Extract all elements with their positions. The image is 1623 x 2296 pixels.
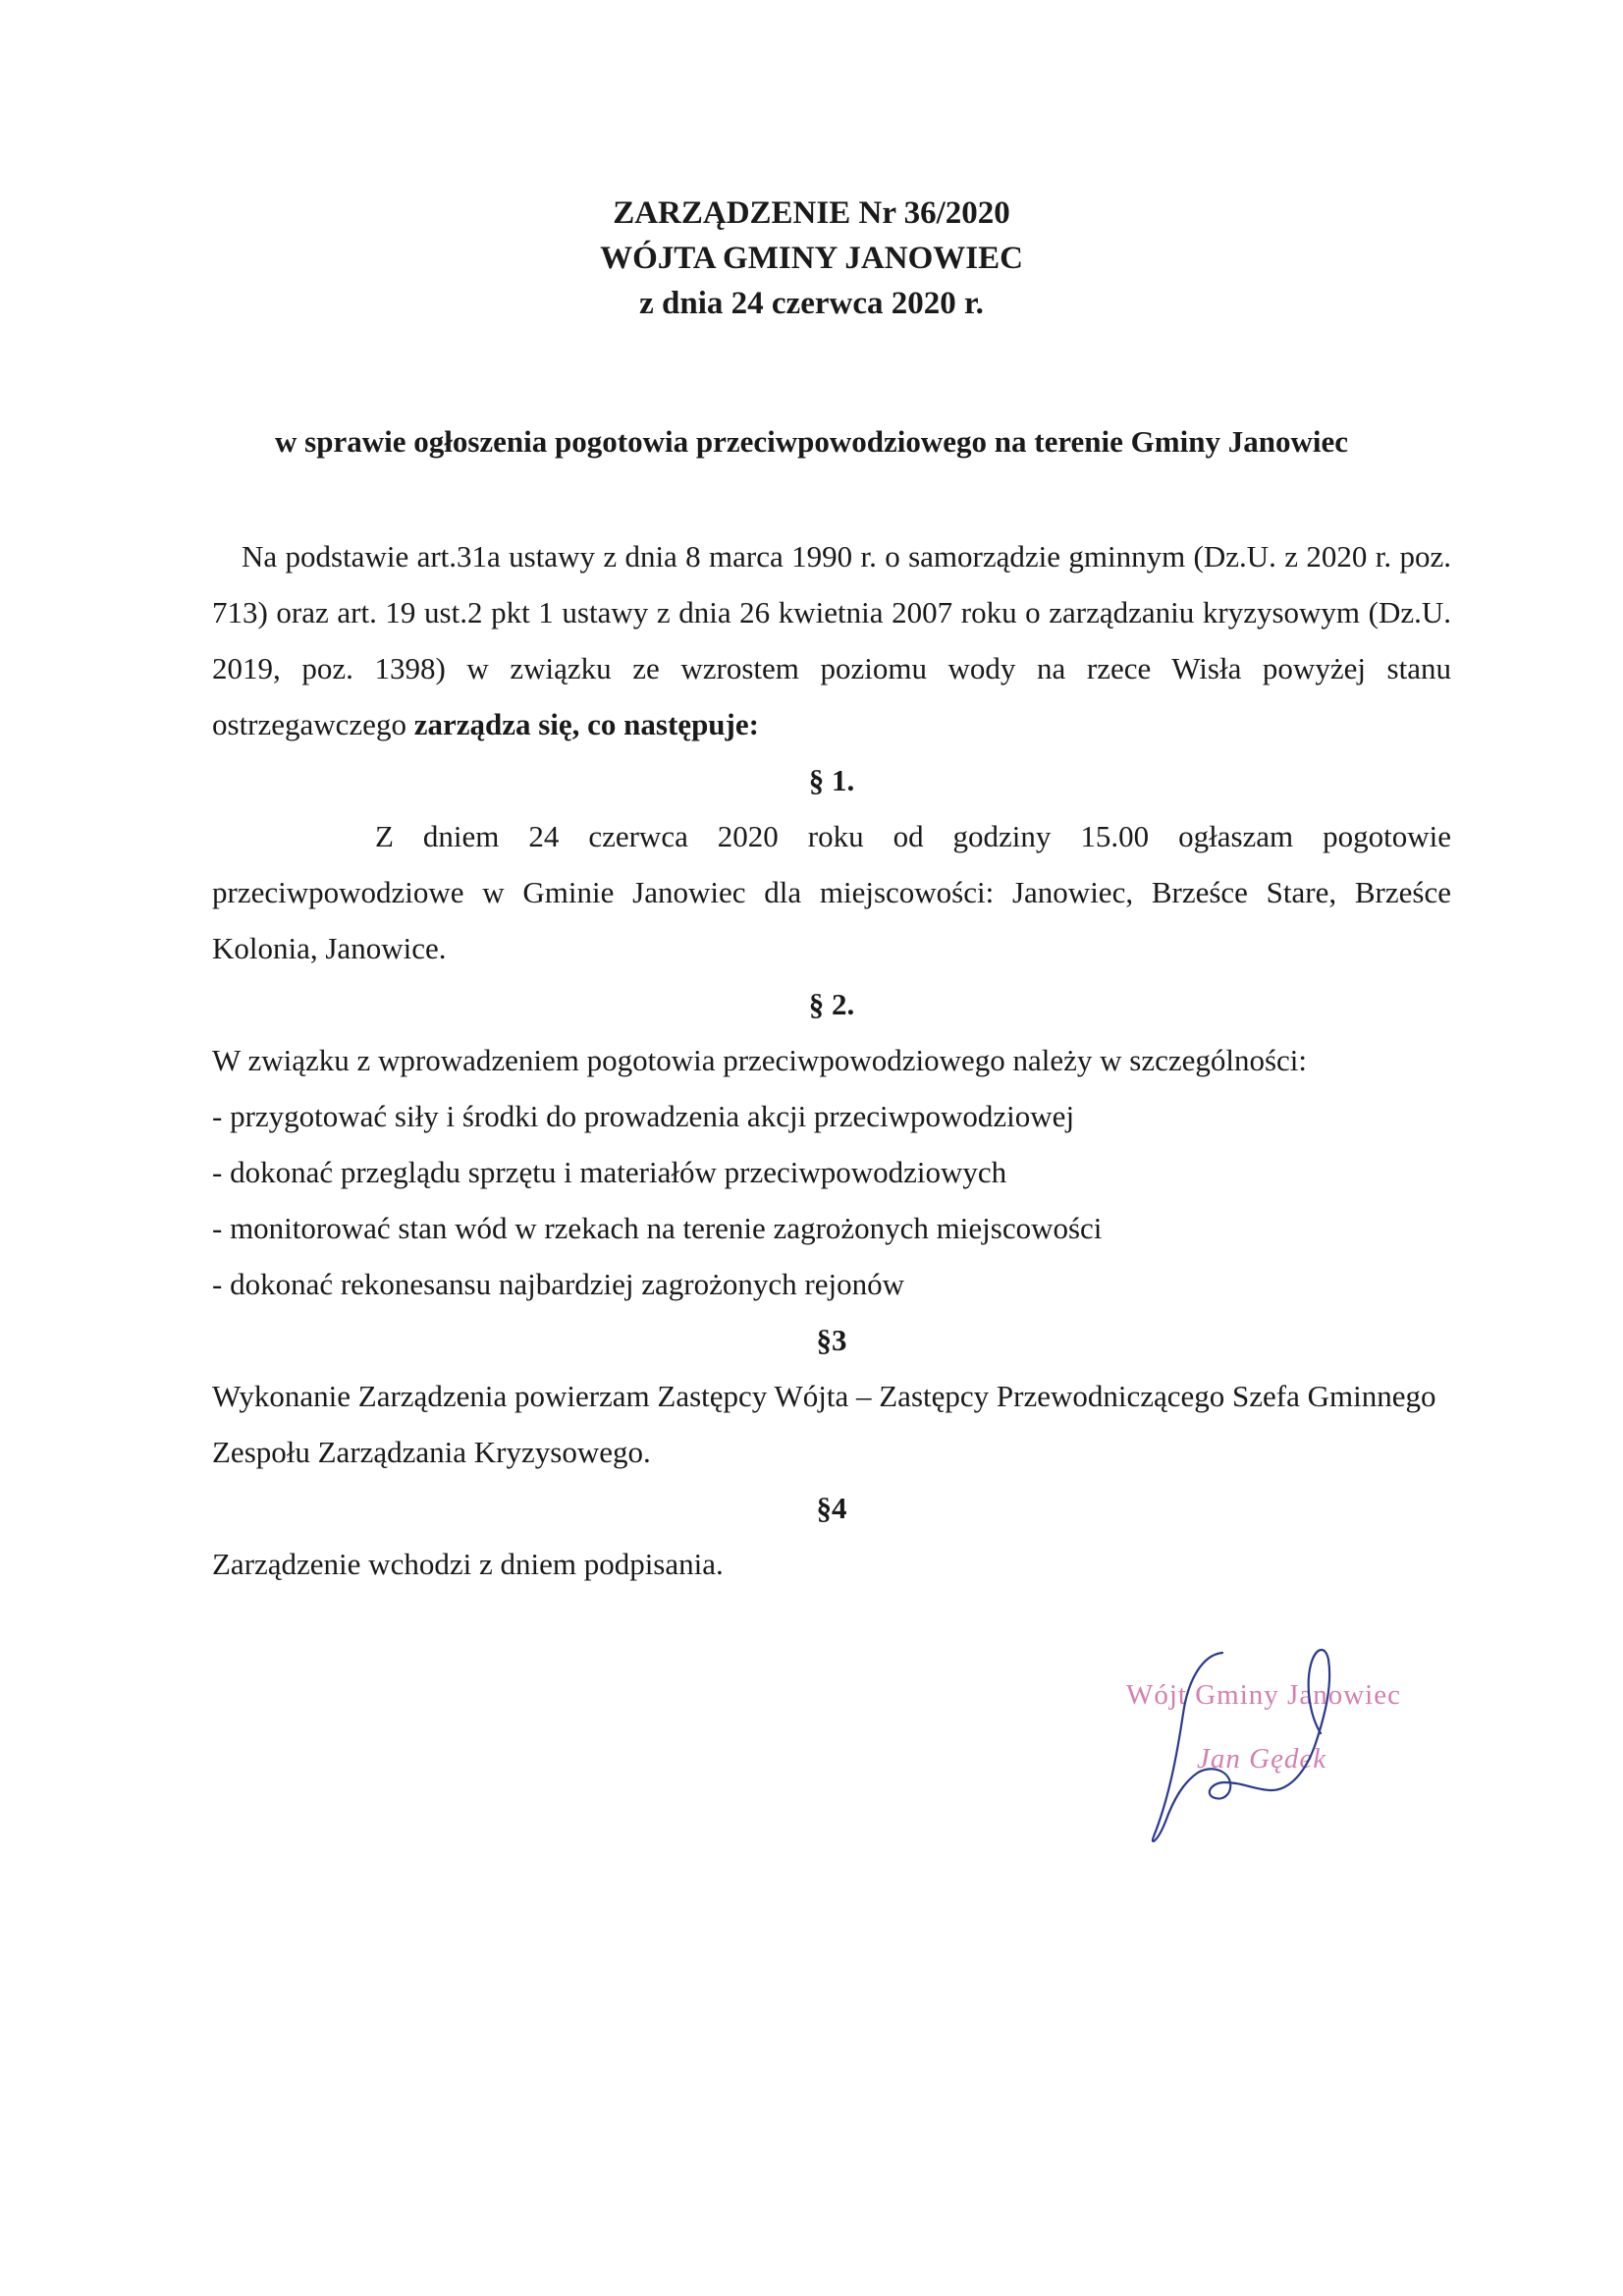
issuing-authority: WÓJTA GMINY JANOWIEC [600,241,1023,276]
ordinance-number: ZARZĄDZENIE Nr 36/2020 [613,195,1010,231]
section-2-intro: W związku z wprowadzeniem pogotowia przeciwpowodziowego należy w szczególności: [212,1043,1308,1077]
list-item: - przygotować siły i środki do prowadzenia akcji przeciwpowodziowej [212,1099,1075,1133]
list-item: - monitorować stan wód w rzekach na terenie zagrożonych miejscowości [212,1211,1103,1245]
section-1-text: Z dniem 24 czerwca 2020 roku od godziny 15.00 ogłaszam pogotowie przeciwpowodziowe w Gminie Janowiec dla miejscowości: Janowiec, Brześce Stare, Brześce Kolonia, Janowice. [212,819,1451,965]
section-4-text: Zarządzenie wchodzi z dniem podpisania. [212,1547,724,1581]
preamble-paragraph [212,528,1451,752]
stamp-title: Wójt Gminy Janowiec [1126,1679,1401,1711]
document-body [212,528,1451,1592]
section-1-heading: § 1. [808,763,855,797]
signature-block [1114,1635,1438,1861]
document-header [0,191,1623,326]
section-2-heading: § 2. [808,987,855,1021]
section-4-heading: §4 [816,1491,847,1525]
issue-date: z dnia 24 czerwca 2020 r. [639,286,984,321]
list-item: - dokonać rekonesansu najbardziej zagrożonych rejonów [212,1267,904,1301]
preamble-text: Na podstawie art.31a ustawy z dnia 8 marca 1990 r. o samorządzie gminnym (Dz.U. z 2020 r. poz. 713) oraz art. 19 ust.2 pkt 1 ustawy z dnia 26 kwietnia 2007 roku o zarządzaniu kryzysowym (Dz.U. 2019, poz. 1398) w związku ze wzrostem poziomu wody na rzece Wisła powyżej stanu ostrzegawczego [212,539,1451,741]
preamble-bold: zarządza się, co następuje: [413,707,759,741]
stamp-name: Jan Gędek [1197,1743,1327,1775]
handwritten-signature-icon [1114,1635,1438,1861]
section-3-text: Wykonanie Zarządzenia powierzam Zastępcy Wójta – Zastępcy Przewodniczącego Szefa Gminnego Zespołu Zarządzania Kryzysowego. [212,1379,1436,1469]
section-3-heading: §3 [816,1323,847,1357]
list-item: - dokonać przeglądu sprzętu i materiałów przeciwpowodziowych [212,1155,1007,1189]
document-subject: w sprawie ogłoszenia pogotowia przeciwpowodziowego na terenie Gminy Janowiec [275,424,1348,459]
